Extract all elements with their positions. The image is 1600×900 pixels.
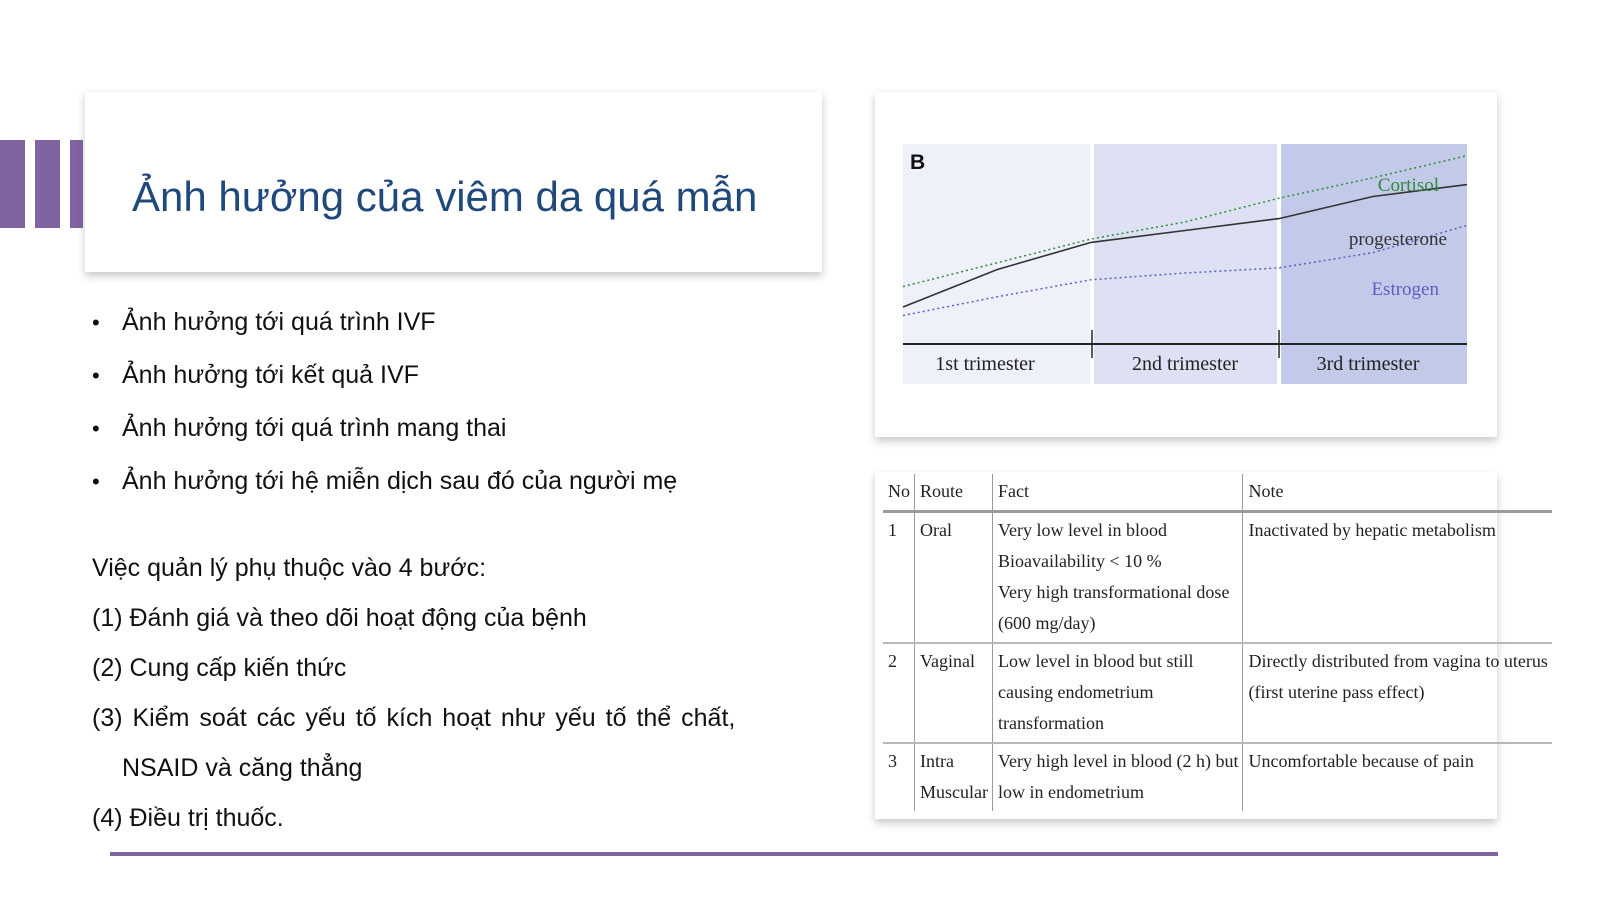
cell-fact-line: Bioavailability < 10 %: [997, 551, 1162, 571]
cell-note-line: Inactivated by hepatic metabolism: [1248, 520, 1496, 540]
bottom-rule: [110, 852, 1498, 856]
bullet-text: Ảnh hưởng tới quá trình IVF: [122, 308, 436, 336]
bullet-item: [92, 302, 677, 355]
cell-note: [1243, 643, 1552, 743]
title-card: [85, 92, 822, 272]
cell-fact-line: Very high level in blood (2 h) but: [997, 751, 1239, 771]
series-label-cortisol: Cortisol: [1377, 175, 1439, 196]
panel-label: B: [910, 151, 926, 174]
cell-fact: [992, 512, 1242, 644]
trimester-band-3: [1281, 144, 1467, 384]
table-row: [883, 512, 1552, 644]
table-row: [883, 643, 1552, 743]
cell-route: Vaginal: [915, 643, 993, 743]
bullet-text: Ảnh hưởng tới hệ miễn dịch sau đó của người mẹ: [122, 467, 678, 495]
accent-bar-3: [70, 140, 83, 228]
step-item: (4) Điều trị thuốc.: [92, 804, 284, 832]
steps-intro: Việc quản lý phụ thuộc vào 4 bước:: [92, 554, 487, 582]
bullet-dot: •: [92, 416, 100, 441]
category-label-layer: [935, 353, 1419, 375]
cell-fact-line: Very low level in blood: [997, 520, 1167, 540]
trimester-band-2: [1094, 144, 1277, 384]
header-route: Route: [915, 474, 993, 512]
cell-fact-line: transformation: [997, 713, 1104, 733]
cell-route: Intra Muscular: [915, 743, 993, 811]
route-table-card: [875, 472, 1548, 819]
cell-fact-line: Low level in blood but still: [997, 651, 1194, 671]
header-fact: Fact: [992, 474, 1242, 512]
bullet-text: Ảnh hưởng tới kết quả IVF: [122, 361, 419, 389]
bullet-dot: •: [92, 469, 100, 494]
cell-fact-line: Very high transformational dose: [997, 582, 1230, 602]
cell-note: [1243, 743, 1552, 811]
header-no: No: [883, 474, 915, 512]
category-label: 2nd trimester: [1131, 353, 1239, 375]
step-item-continued: NSAID và căng thẳng: [122, 754, 363, 782]
cell-no: 1: [888, 520, 897, 540]
cell-note-line: Directly distributed from vagina to uterus: [1248, 651, 1548, 671]
slide-title: Ảnh hưởng của viêm da quá mẫn: [132, 173, 758, 220]
bullet-item: [92, 355, 677, 408]
cell-fact: [992, 743, 1242, 811]
trimester-band-1: [903, 144, 1090, 384]
cell-note-line: (first uterine pass effect): [1248, 682, 1425, 702]
cell-fact-line: causing endometrium: [997, 682, 1154, 702]
table-row: [883, 743, 1552, 811]
bullet-item: [92, 408, 677, 461]
cell-no: 3: [888, 751, 897, 771]
step-item: (2) Cung cấp kiến thức: [92, 654, 347, 682]
series-label-estrogen: Estrogen: [1371, 279, 1439, 300]
hormone-chart-card: [875, 92, 1497, 437]
category-label: 3rd trimester: [1316, 353, 1420, 375]
table-body: [883, 512, 1552, 812]
table-header-row: [883, 474, 1552, 512]
cell-note-line: Uncomfortable because of pain: [1248, 751, 1474, 771]
header-note: Note: [1243, 474, 1552, 512]
management-steps: [92, 548, 817, 848]
bullet-list: [92, 302, 677, 514]
cell-note: [1243, 512, 1552, 644]
route-table: [883, 474, 1552, 811]
cell-no: 2: [888, 651, 897, 671]
cell-fact-line: low in endometrium: [997, 782, 1144, 802]
bullet-dot: •: [92, 363, 100, 388]
hormone-chart: [875, 92, 1497, 437]
series-label-progesterone: progesterone: [1348, 229, 1447, 250]
bullet-text: Ảnh hưởng tới quá trình mang thai: [122, 414, 507, 442]
accent-bar-2: [35, 140, 60, 228]
step-item: (3) Kiểm soát các yếu tố kích hoạt như yếu tố thể chất,: [92, 704, 736, 732]
bullet-dot: •: [92, 310, 100, 335]
step-item: (1) Đánh giá và theo dõi hoạt động của bệnh: [92, 604, 587, 632]
cell-fact: [992, 643, 1242, 743]
cell-route: Oral: [915, 512, 993, 644]
category-label: 1st trimester: [935, 353, 1035, 375]
accent-bar-1: [0, 140, 25, 228]
bullet-item: [92, 461, 677, 514]
cell-fact-line: (600 mg/day): [997, 613, 1096, 633]
